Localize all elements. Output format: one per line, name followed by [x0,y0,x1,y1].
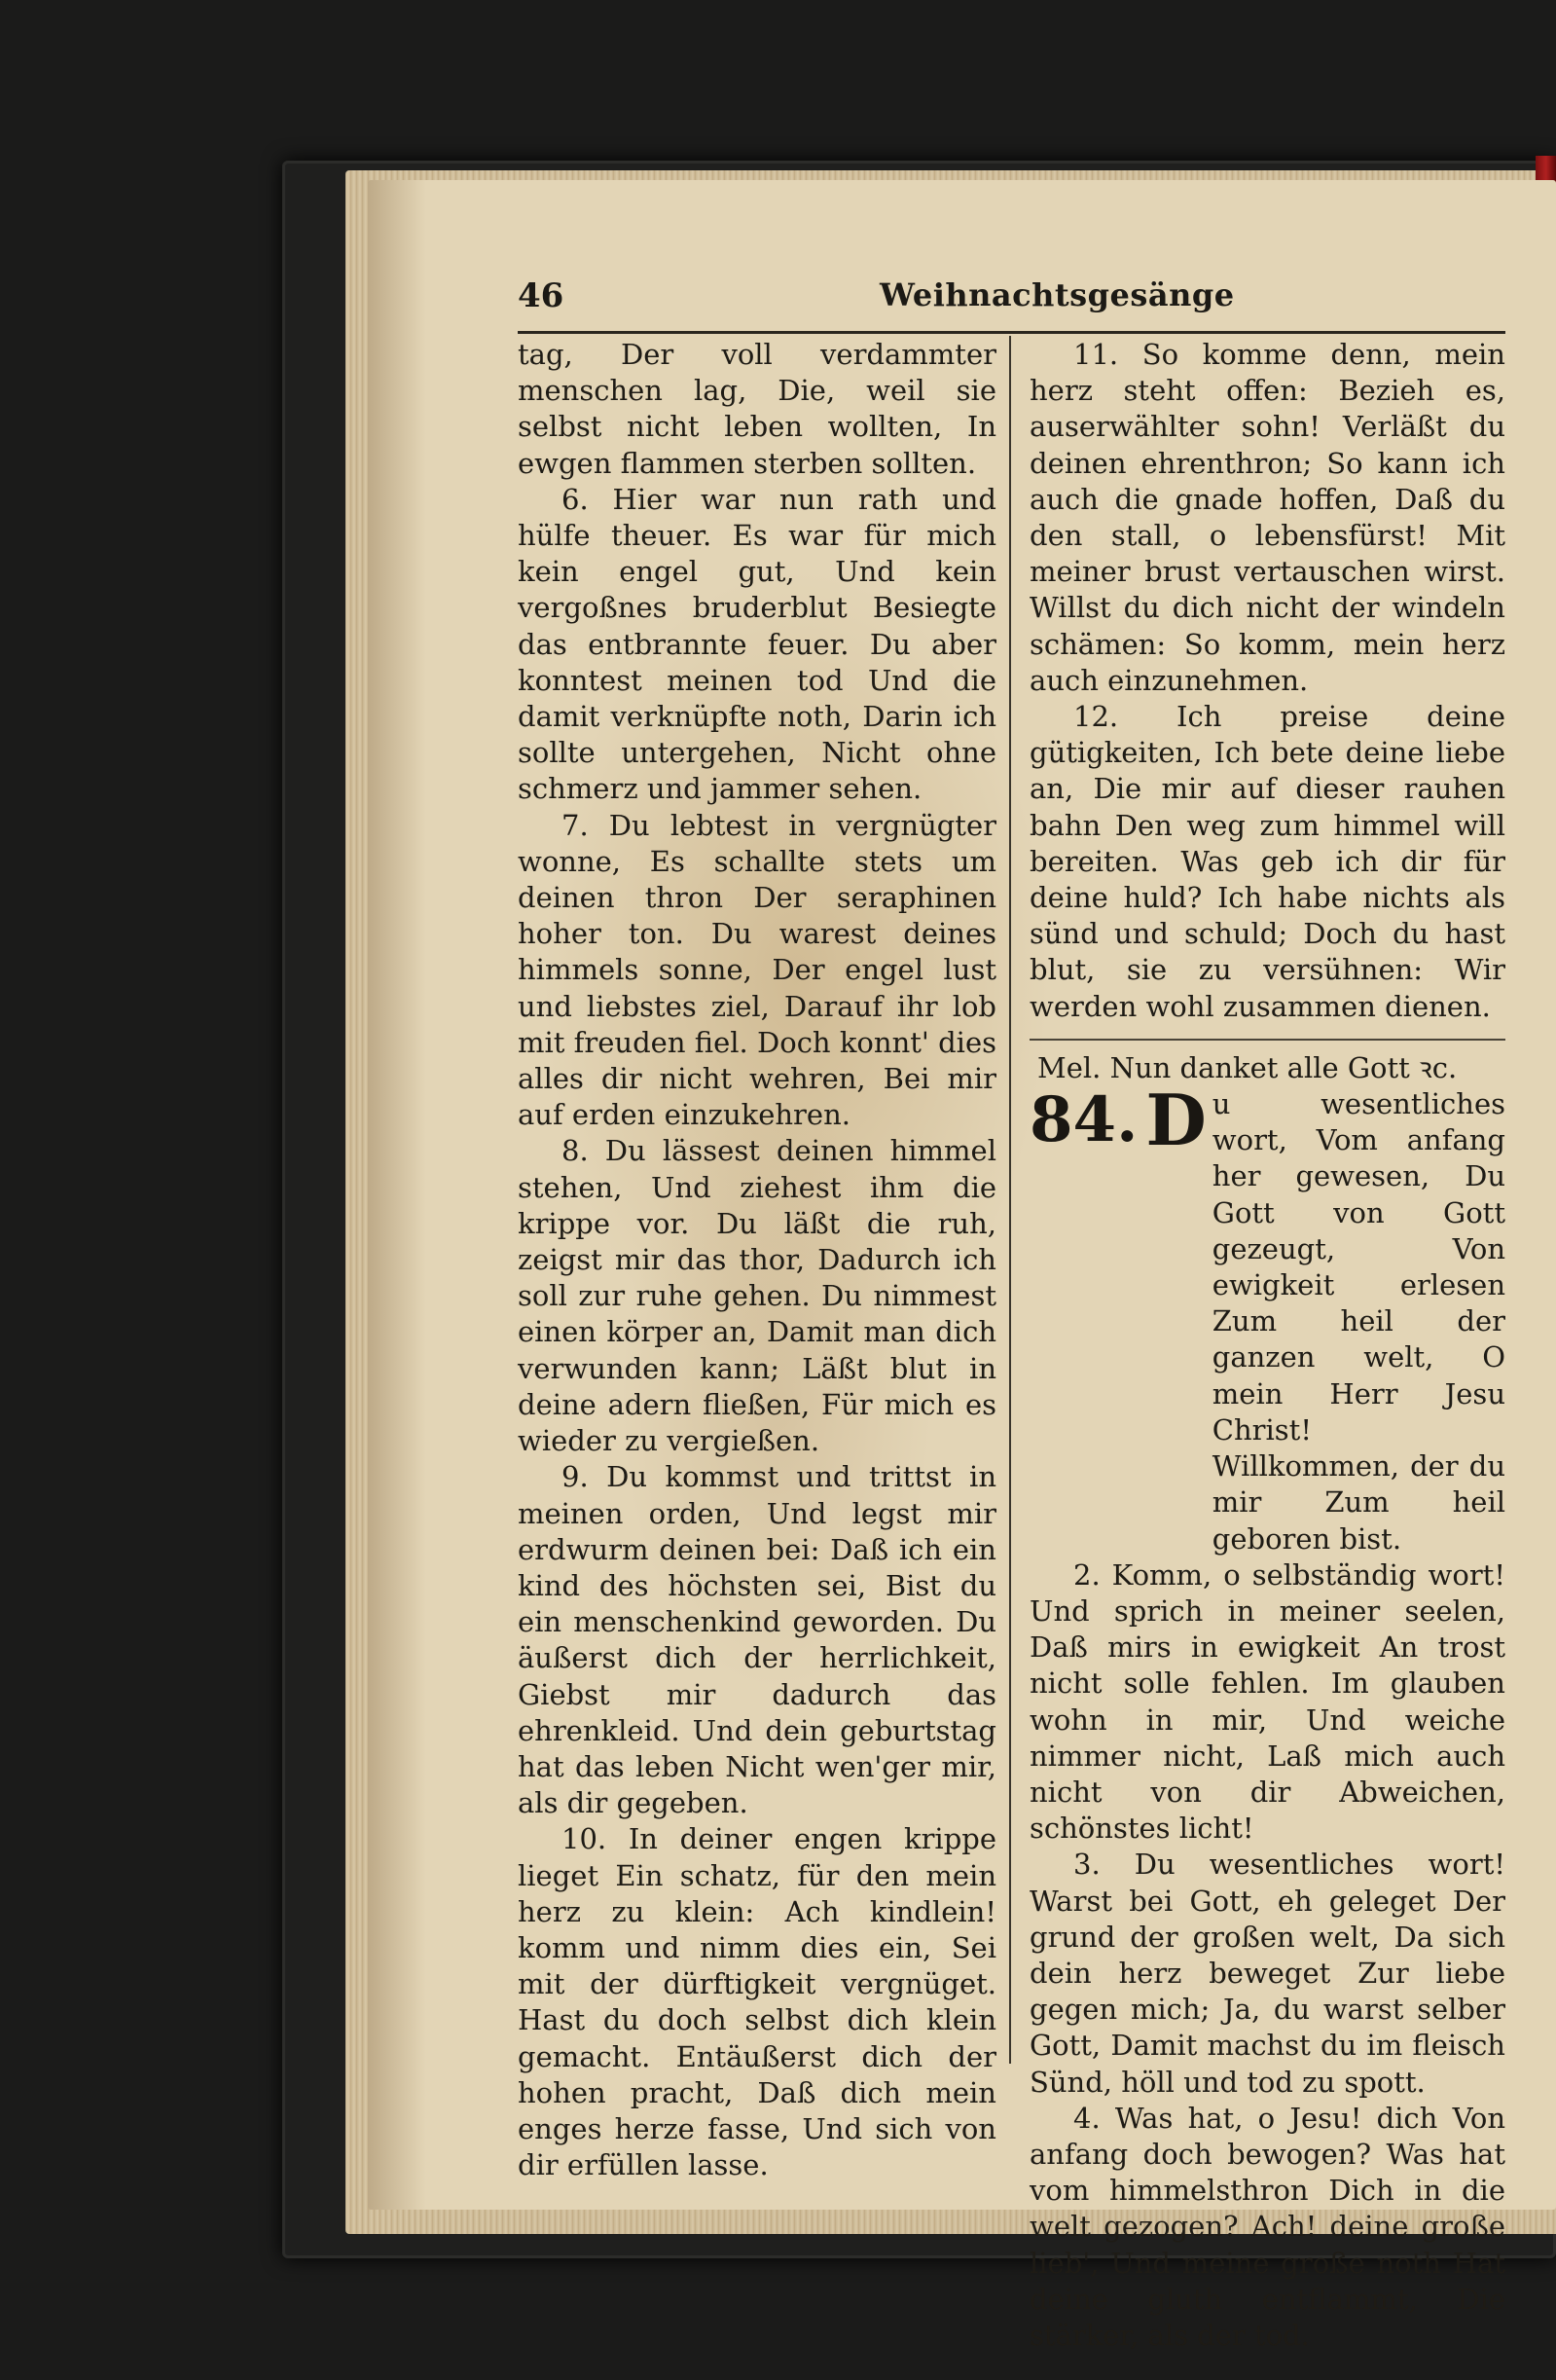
verse-12: 12. Ich preise deine gütigkeiten, Ich bete deine liebe an, Die mir auf dieser rauhen bahn Den weg zum himmel will bereiten. Was geb ich dir für deine huld? Ich habe nichts als sünd und schuld; Doch du hast blut, sie zu versühnen: Wir werden wohl zusammen dienen. [1030,700,1505,1023]
verse-9: 9. Du kommst und trittst in meinen orden, Und legst mir erdwurm deinen bei: Daß ich ein kind des höchsten sei, Bist du ein menschenkind geworden. Du äußerst dich der herrlichkeit, Giebst mir dadurch das ehrenkleid. Und dein geburtstag hat das leben Nicht wen'ger mir, als dir gegeben. [518,1460,996,1820]
page-number: 46 [518,276,564,315]
hymn-verse-2: 2. Komm, o selbständig wort! Und sprich in meiner seelen, Daß mirs in ewigkeit An trost nicht solle fehlen. Im glauben wohn in mir, Und weiche nimmer nicht, Laß mich auch nicht von dir Abweichen, schönstes licht! [1030,1557,1505,1846]
melody-line: Mel. Nun danket alle Gott ꝛc. [1037,1050,1458,1084]
verse-11: 11. So komme denn, mein herz steht offen: Bezieh es, auserwählter sohn! Verläßt du deinen ehrenthron; So kann ich auch die gnade hoffen, Daß du den stall, o lebensfürst! Mit meiner brust vertauschen wirst. Willst du dich nicht der windeln schämen: So komm, mein herz auch einzunehmen. [1030,338,1505,697]
verse-8: 8. Du lässest deinen himmel stehen, Und ziehest ihm die krippe vor. Du läßt die ruh, zeigst mir das thor, Dadurch ich soll zur ruhe gehen. Du nimmest einen körper an, Damit man dich verwunden kann; Läßt blut in deine adern fließen, Für mich es wieder zu vergießen. [518,1134,996,1458]
right-column [1030,337,1505,2354]
hymn-verse-3: 3. Du wesentliches wort! Warst bei Gott, eh geleget Der grund der großen welt, Da sich dein herz beweget Zur liebe gegen mich; Ja, du warst selber Gott, Damit machst du im fleisch Sünd, höll und tod zu spott. [1030,1848,1505,2099]
hymn-84-opening [1030,1079,1505,1557]
drop-cap: D [1145,1079,1207,1162]
verse-continuation: tag, Der voll verdammter menschen lag, Die, weil sie selbst nicht leben wollten, In ewgen flammen sterben sollten. [518,338,996,480]
page-header [518,271,1505,319]
left-column [518,337,996,2183]
verse-7: 7. Du lebtest in vergnügter wonne, Es schallte stets um deinen thron Der seraphinen hoher ton. Du warest deines himmels sonne, Der engel lust und liebstes ziel, Darauf ihr lob mit freuden fiel. Doch konnt' dies alles dir nicht wehren, Bei mir auf erden einzukehren. [518,808,996,1132]
hymn-number: 84. [1030,1083,1139,1157]
hymn-separator [1030,1039,1505,1041]
hymn-first-verse: u wesentliches wort, Vom anfang her gewesen, Du Gott von Gott gezeugt, Von ewigkeit erlesen Zum heil der ganzen welt, O mein Herr Jesu Christ! Willkommen, der du mir Zum heil geboren bist. [1212,1087,1505,1556]
hymn-verse-4: 4. Was hat, o Jesu! dich Von anfang doch bewogen? Was hat vom himmelsthron Dich in die welt gezogen? Ach! deine große lieb', Und meine große noth Hat deine gluth entflammt, Die stärker, als der tod. [1030,2101,1505,2352]
column-divider [1009,336,1011,2064]
header-rule [518,331,1505,334]
running-title: Weihnachtsgesänge [880,276,1235,313]
verse-6: 6. Hier war nun rath und hülfe theuer. Es war für mich kein engel gut, Und kein vergoßnes bruderblut Besiegte das entbrannte feuer. Du aber konntest meinen tod Und die damit verknüpfte noth, Darin ich sollte untergehen, Nicht ohne schmerz und jammer sehen. [518,482,996,806]
verse-10: 10. In deiner engen krippe lieget Ein schatz, für den mein herz zu klein: Ach kindlein! komm und nimm dies ein, Sei mit der dürftigkeit vergnüget. Hast du doch selbst dich klein gemacht. Entäußerst dich der hohen pracht, Daß dich mein enges herze fasse, Und sich von dir erfüllen lasse. [518,1822,996,2182]
